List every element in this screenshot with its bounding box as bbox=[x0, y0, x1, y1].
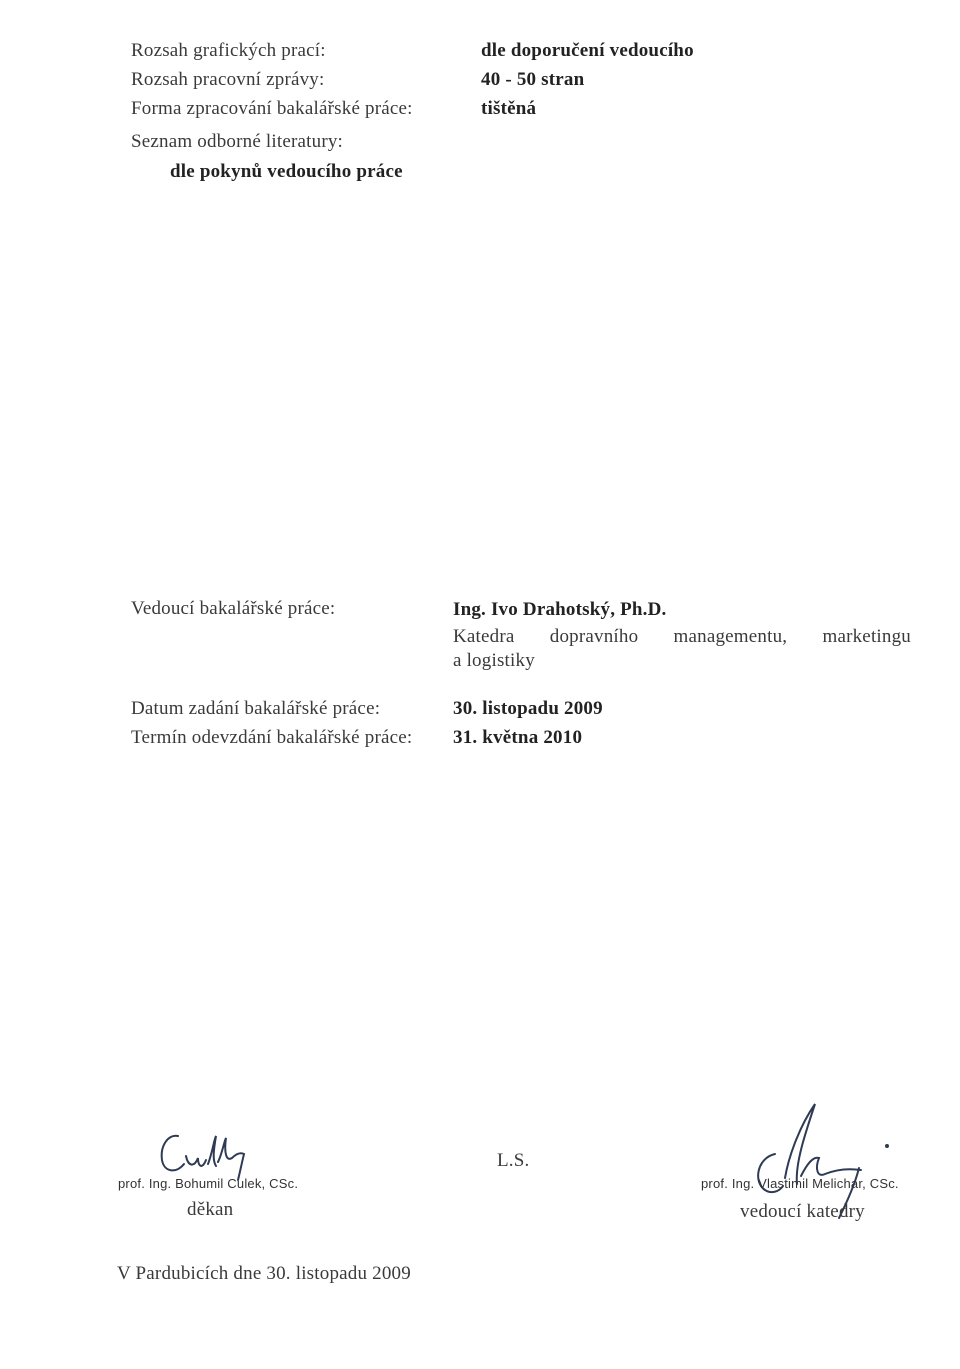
department-word: dopravního bbox=[549, 626, 639, 647]
supervisor-label: Vedoucí bakalářské práce: bbox=[131, 598, 336, 619]
report-scope-value: 40 - 50 stran bbox=[481, 69, 585, 90]
report-scope-label: Rozsah pracovní zprávy: bbox=[131, 69, 325, 90]
head-name: prof. Ing. Vlastimil Melichar, CSc. bbox=[701, 1176, 899, 1191]
form-value: tištěná bbox=[481, 98, 537, 119]
head-role: vedoucí katedry bbox=[740, 1201, 865, 1222]
department-word: managementu, bbox=[673, 626, 788, 647]
dean-role: děkan bbox=[187, 1199, 234, 1220]
literature-label: Seznam odborné literatury: bbox=[131, 131, 344, 152]
graphic-scope-label: Rozsah grafických prací: bbox=[131, 40, 326, 61]
deadline-label: Termín odevzdání bakalářské práce: bbox=[131, 727, 413, 748]
supervisor-name: Ing. Ivo Drahotský, Ph.D. bbox=[453, 599, 667, 620]
department-word: marketingu bbox=[822, 626, 911, 647]
dean-name: prof. Ing. Bohumil Culek, CSc. bbox=[118, 1176, 299, 1191]
supervisor-department-line2: a logistiky bbox=[453, 650, 535, 671]
department-word: Katedra bbox=[453, 626, 515, 647]
form-label: Forma zpracování bakalářské práce: bbox=[131, 98, 413, 119]
assigned-date-value: 30. listopadu 2009 bbox=[453, 698, 603, 719]
deadline-value: 31. května 2010 bbox=[453, 727, 583, 748]
supervisor-department bbox=[453, 626, 911, 648]
assigned-date-label: Datum zadání bakalářské práce: bbox=[131, 698, 381, 719]
literature-value: dle pokynů vedoucího práce bbox=[170, 161, 403, 182]
seal-mark: L.S. bbox=[497, 1150, 530, 1171]
place-date: V Pardubicích dne 30. listopadu 2009 bbox=[117, 1263, 411, 1284]
graphic-scope-value: dle doporučení vedoucího bbox=[481, 40, 694, 61]
